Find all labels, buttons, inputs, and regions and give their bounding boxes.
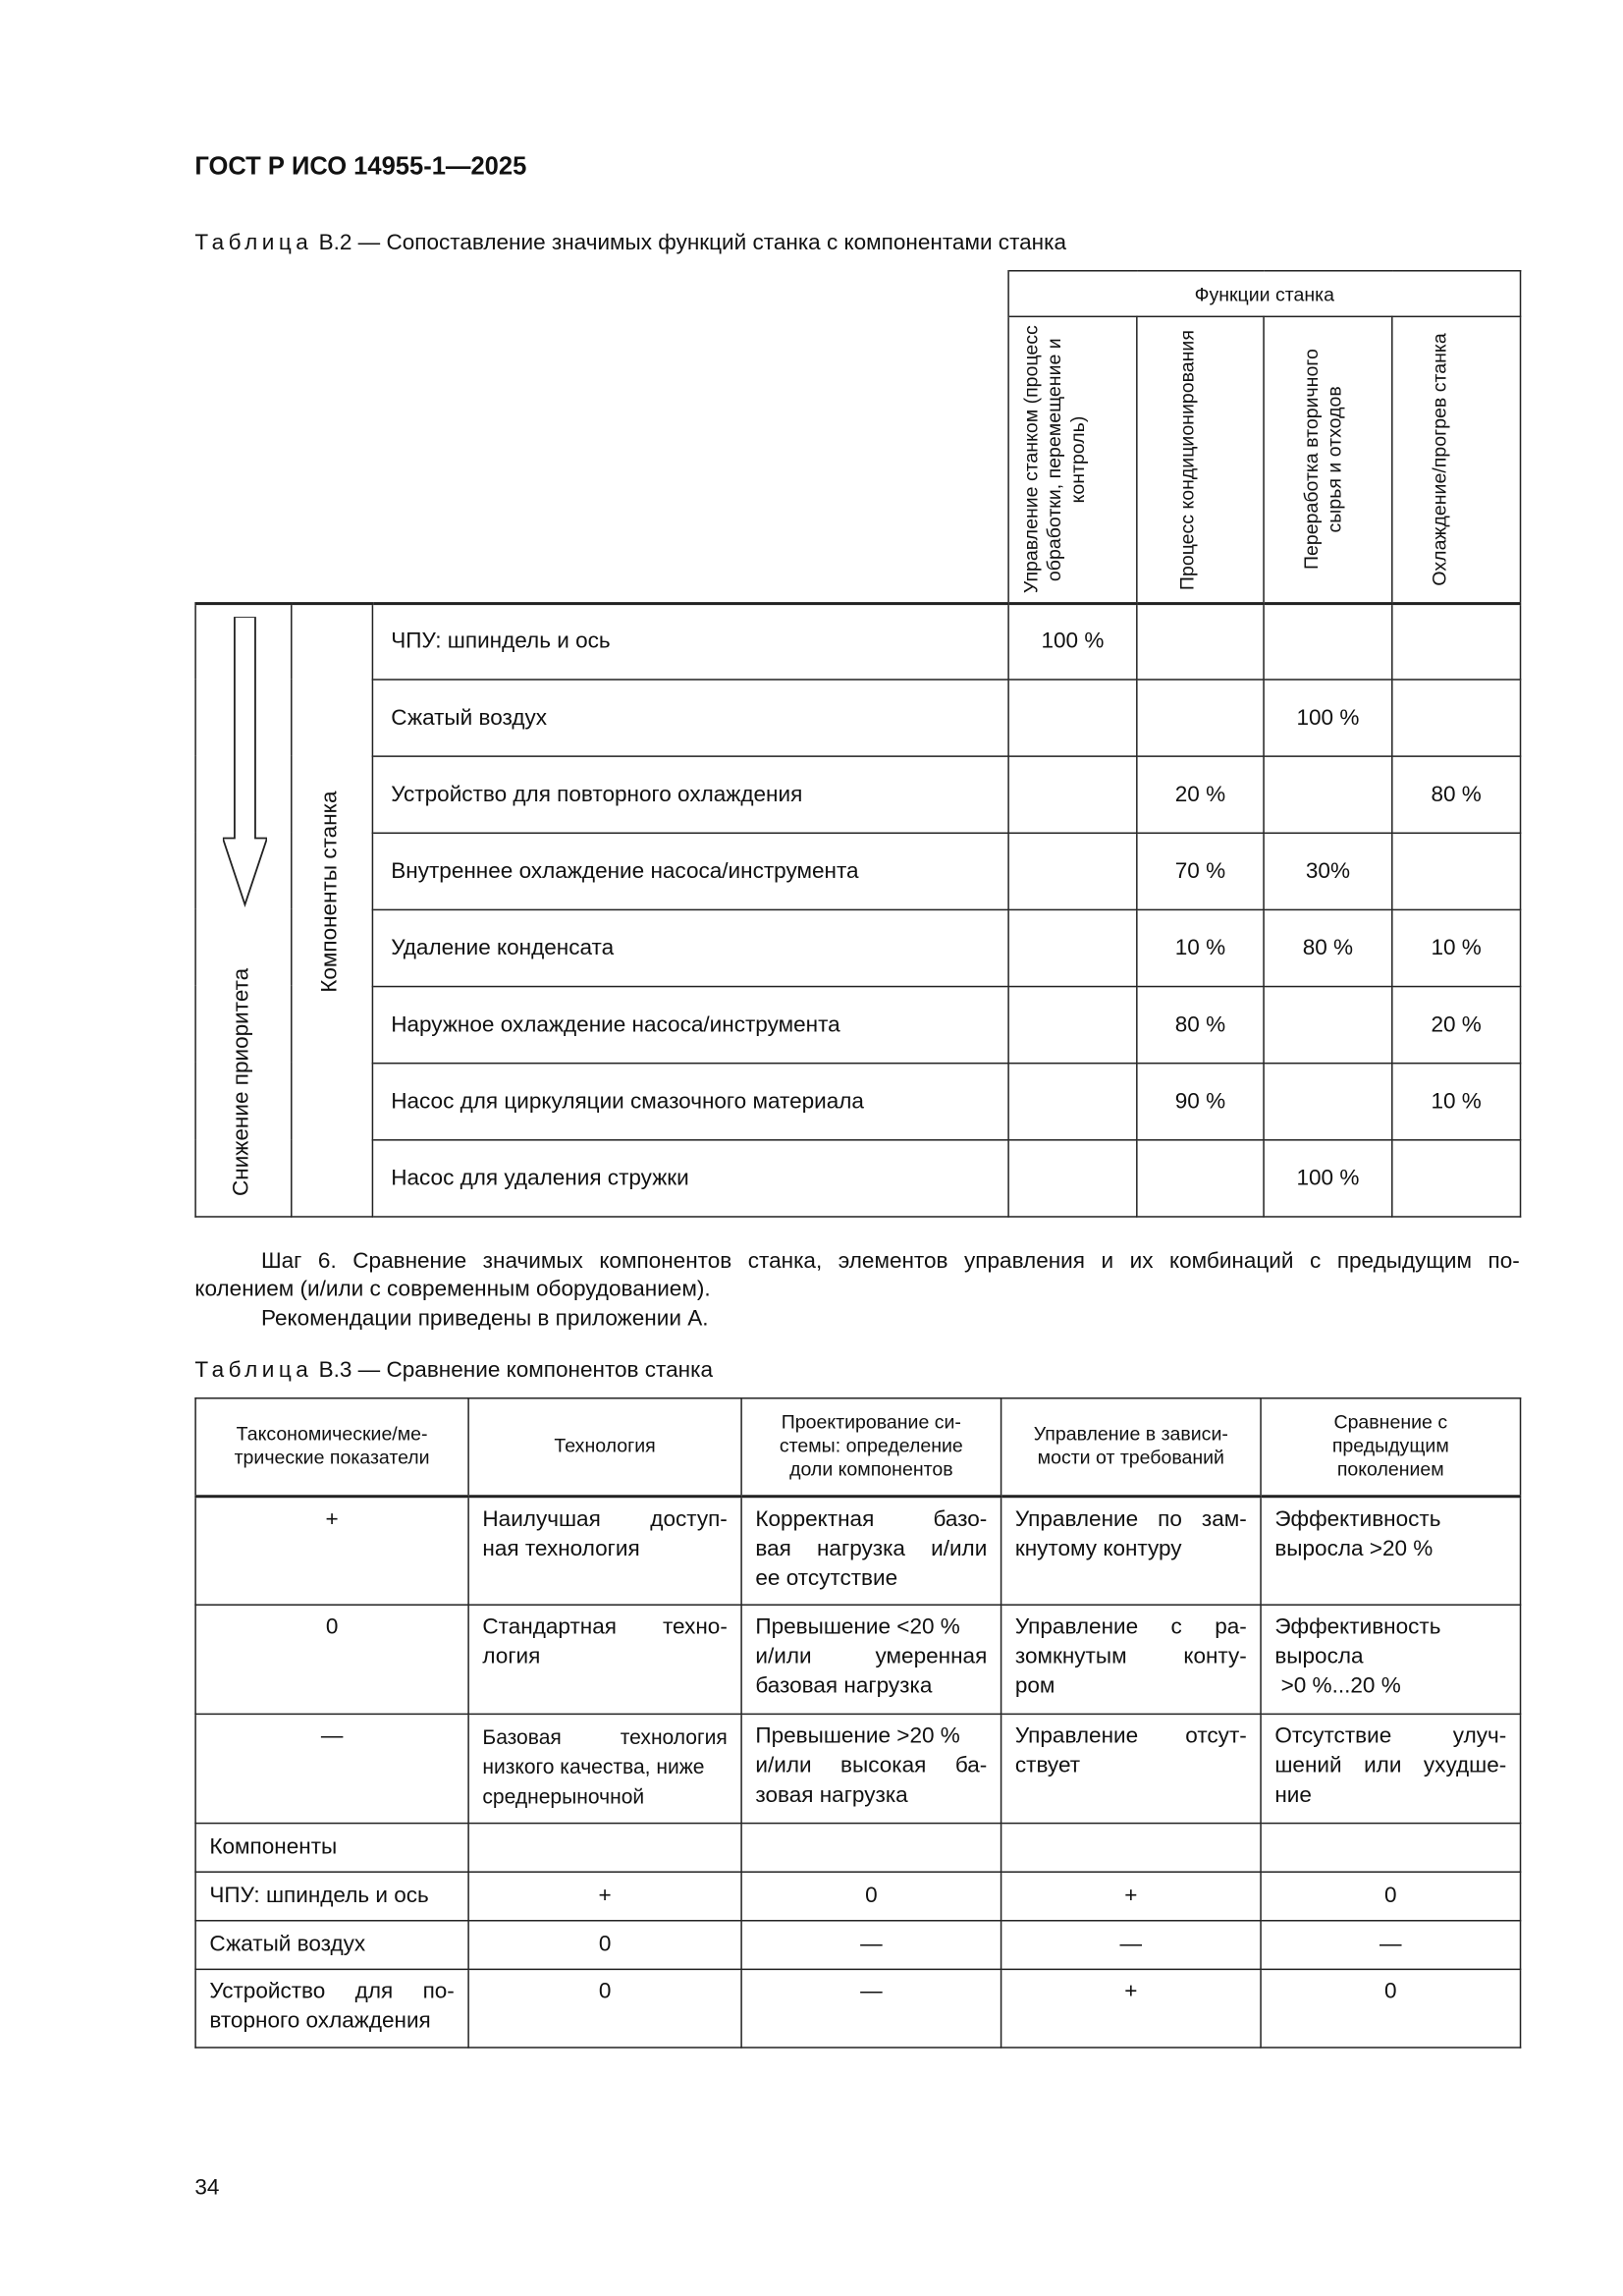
header-metrics: Таксономические/ме- трические показатели: [195, 1398, 468, 1496]
level-cell: Корректная базо- вая нагрузка и/или ее отсутствие: [741, 1496, 1001, 1605]
header-previous-generation: Сравнение с предыдущим поколением: [1261, 1398, 1520, 1496]
row-label: Устройство для повторного охлаждения: [372, 755, 1008, 832]
col-header-recycling: Переработка вторичного сырья и отходов: [1264, 316, 1392, 603]
cell-value: 80 %: [1264, 909, 1392, 986]
table-b2: [194, 270, 1521, 1217]
level-cell: Стандартная техно- логия: [468, 1605, 741, 1714]
header-system-design: Проектирование си- стемы: определение доли компонентов: [741, 1398, 1001, 1496]
blank-corner: [195, 271, 1008, 317]
col-header-conditioning: Процесс кондиционирования: [1137, 316, 1264, 603]
level-cell: Наилучшая доступ- ная технология: [468, 1496, 741, 1605]
priority-label: Снижение приоритета: [228, 968, 254, 1197]
col-header-cooling-heating: Охлаждение/прогрев станка: [1392, 316, 1521, 603]
cell-value: 80 %: [1137, 986, 1264, 1063]
cell-value: [1008, 1139, 1137, 1216]
level-cell: Управление с ра- зомкнутым конту- ром: [1001, 1605, 1261, 1714]
level-cell: Превышение >20 % и/или высокая ба- зовая нагрузка: [741, 1714, 1001, 1823]
component-value: —: [741, 1969, 1001, 2048]
step6-line2: колением (и/или с современным оборудованием).: [194, 1276, 711, 1302]
row-label: Насос для циркуляции смазочного материала: [372, 1063, 1008, 1139]
component-value: +: [468, 1872, 741, 1921]
col-header-machine-control: Управление станком (процесс обработки, перемещение и контроль): [1008, 316, 1137, 603]
component-value: +: [1001, 1969, 1261, 2048]
components-column: [292, 604, 373, 1217]
cell-value: [1392, 604, 1521, 680]
table-b2-caption: Таблица В.2 — Сопоставление значимых функций станка с компонентами станка: [194, 230, 1067, 255]
row-label: Внутреннее охлаждение насоса/инструмента: [372, 833, 1008, 909]
component-value: 0: [1261, 1969, 1520, 2048]
cell-value: 20 %: [1392, 986, 1521, 1063]
level-cell: Управление отсут- ствует: [1001, 1714, 1261, 1823]
cell-value: 100 %: [1264, 1139, 1392, 1216]
cell-value: [1137, 679, 1264, 755]
cell-value: 10 %: [1392, 909, 1521, 986]
component-value: 0: [1261, 1872, 1520, 1921]
level-cell: Эффективность выросла >20 %: [1261, 1496, 1520, 1605]
header-demand-control: Управление в зависи- мости от требований: [1001, 1398, 1261, 1496]
component-value: —: [1261, 1921, 1520, 1970]
level-cell: Базовая технология низкого качества, ниже среднерыночной: [468, 1714, 741, 1823]
cell-value: [1008, 755, 1137, 832]
cell-value: [1264, 604, 1392, 680]
cell-value: [1137, 1139, 1264, 1216]
cell-value: [1392, 1139, 1521, 1216]
cell-value: 20 %: [1137, 755, 1264, 832]
component-value: —: [741, 1921, 1001, 1970]
arrow-down-icon: [223, 617, 267, 912]
cell-value: 100 %: [1264, 679, 1392, 755]
component-value: 0: [468, 1921, 741, 1970]
level-symbol: 0: [195, 1605, 468, 1714]
cell-value: [1392, 679, 1521, 755]
document-code: ГОСТ Р ИСО 14955-1—2025: [194, 151, 527, 181]
row-label: Сжатый воздух: [372, 679, 1008, 755]
cell-value: [1264, 1063, 1392, 1139]
recommendations-text: Рекомендации приведены в приложении А.: [260, 1305, 709, 1332]
component-value: 0: [468, 1969, 741, 2048]
empty-cell: [741, 1824, 1001, 1873]
cell-value: [1264, 986, 1392, 1063]
blank-corner: [195, 316, 1008, 603]
row-label: ЧПУ: шпиндель и ось: [372, 604, 1008, 680]
level-cell: Отсутствие улуч- шений или ухудше- ние: [1261, 1714, 1520, 1823]
header-technology: Технология: [468, 1398, 741, 1496]
cell-value: 90 %: [1137, 1063, 1264, 1139]
priority-column: [195, 604, 292, 1217]
component-value: +: [1001, 1872, 1261, 1921]
cell-value: 100 %: [1008, 604, 1137, 680]
empty-cell: [468, 1824, 741, 1873]
component-value: —: [1001, 1921, 1261, 1970]
cell-value: [1008, 1063, 1137, 1139]
cell-value: [1008, 909, 1137, 986]
cell-value: [1008, 679, 1137, 755]
cell-value: 70 %: [1137, 833, 1264, 909]
level-symbol: —: [195, 1714, 468, 1823]
cell-value: 10 %: [1137, 909, 1264, 986]
row-label: Удаление конденсата: [372, 909, 1008, 986]
empty-cell: [1261, 1824, 1520, 1873]
component-name: Сжатый воздух: [195, 1921, 468, 1970]
cell-value: 30%: [1264, 833, 1392, 909]
empty-cell: [1001, 1824, 1261, 1873]
cell-value: [1392, 833, 1521, 909]
cell-value: 10 %: [1392, 1063, 1521, 1139]
page-number: 34: [194, 2174, 220, 2201]
cell-value: [1008, 833, 1137, 909]
step6-line1: Шаг 6. Сравнение значимых компонентов станка, элементов управления и их комбинаций с предыдущим по-: [260, 1248, 1520, 1274]
cell-value: [1264, 755, 1392, 832]
components-label: Компоненты станка: [317, 791, 343, 994]
level-symbol: +: [195, 1496, 468, 1605]
cell-value: [1008, 986, 1137, 1063]
level-cell: Превышение <20 % и/или умеренная базовая нагрузка: [741, 1605, 1001, 1714]
level-cell: Эффективность выросла >0 %...20 %: [1261, 1605, 1520, 1714]
group-header-machine-functions: Функции станка: [1008, 271, 1520, 317]
component-name: Устройство для по- вторного охлаждения: [195, 1969, 468, 2048]
level-cell: Управление по зам- кнутому контуру: [1001, 1496, 1261, 1605]
cell-value: 80 %: [1392, 755, 1521, 832]
table-b3: [194, 1397, 1521, 2049]
components-heading: Компоненты: [195, 1824, 468, 1873]
table-b3-caption: Таблица В.3 — Сравнение компонентов станка: [194, 1357, 714, 1384]
component-name: ЧПУ: шпиндель и ось: [195, 1872, 468, 1921]
row-label: Насос для удаления стружки: [372, 1139, 1008, 1216]
row-label: Наружное охлаждение насоса/инструмента: [372, 986, 1008, 1063]
component-value: 0: [741, 1872, 1001, 1921]
cell-value: [1137, 604, 1264, 680]
